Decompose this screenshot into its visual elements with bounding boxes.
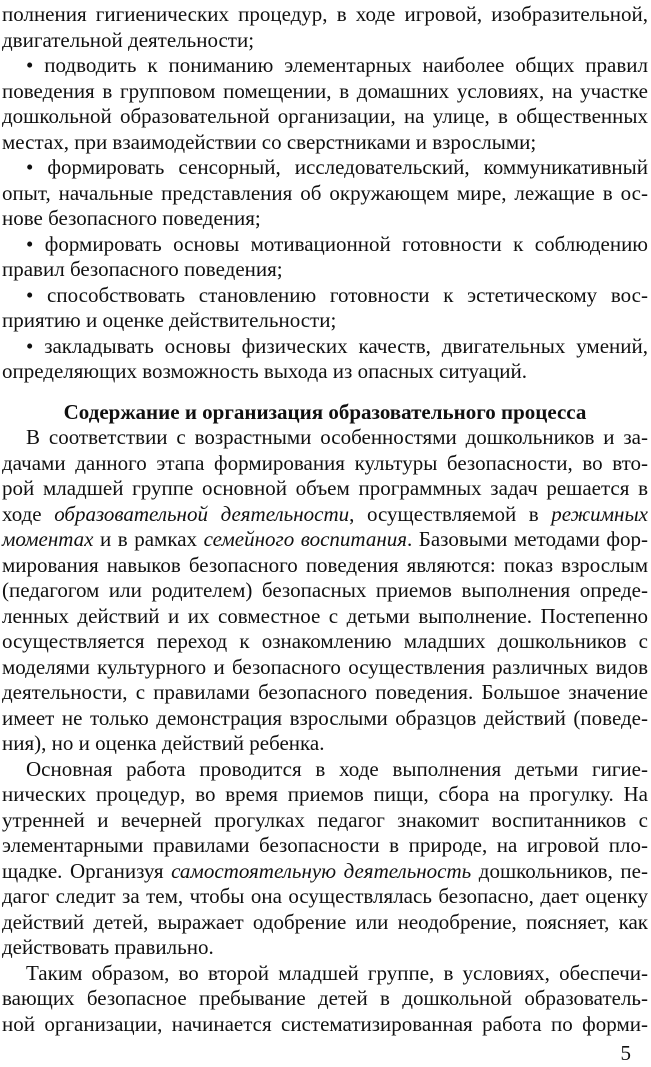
text-run: дагог следит за тем, чтобы она осуществлялась безопасно, дает оценку	[2, 884, 648, 908]
text-line	[2, 553, 648, 579]
text-run: поведения в групповом помещении, в домашних условиях, на участке	[2, 78, 648, 103]
text-run: утренней и вечерней прогулках педагог знакомит воспитанников с	[2, 807, 648, 832]
text-line	[2, 206, 648, 232]
text-run: опыт, начальные представления об окружающем мире, лежащие в ос-	[2, 180, 648, 205]
text-run: двигательной деятельности;	[2, 27, 255, 52]
text-run: полнения гигиенических процедур, в ходе игровой, изобразительной,	[2, 2, 648, 26]
text-run: правил безопасного поведения;	[2, 257, 283, 281]
text-line	[2, 833, 648, 859]
text-line	[2, 232, 648, 258]
text-run: ния), но и оценка действий ребенка.	[2, 731, 325, 755]
bullet-paragraph	[2, 283, 648, 334]
bullet-paragraph	[2, 232, 648, 283]
text-run: щадке. Организуя	[2, 858, 172, 883]
text-line	[2, 1012, 648, 1038]
text-line	[2, 130, 648, 156]
text-run: • формировать основы мотивационной готовности к соблюдению	[26, 231, 648, 256]
text-line	[2, 425, 648, 451]
text-line	[2, 910, 648, 936]
text-run: ленных действий и их совместное с детьми выполнение. Постепенно	[2, 603, 648, 628]
paragraph	[2, 961, 648, 1038]
text-line	[2, 731, 648, 757]
text-run: • закладывать основы физических качеств, двигательных умений,	[26, 333, 648, 358]
text-run: нове безопасного поведения;	[2, 206, 261, 230]
page-number: 5	[620, 1041, 631, 1065]
page-text	[2, 2, 648, 1037]
text-run: . Базовыми методами фор-	[407, 527, 648, 551]
text-run: дошкольников, пе-	[471, 858, 648, 883]
text-line	[2, 782, 648, 808]
text-line	[2, 859, 648, 885]
paragraph	[2, 2, 648, 53]
text-line	[2, 155, 648, 181]
text-run: имеет не только демонстрация взрослыми образцов действий (поведе-	[2, 705, 648, 730]
italic-text-run: семейного воспитания	[203, 527, 408, 551]
text-run: осуществляется переход к ознакомлению младших дошкольников с	[2, 629, 648, 653]
text-line	[2, 527, 648, 553]
text-run: Таким образом, во второй младшей группе, в условиях, обеспечи-	[26, 960, 648, 985]
text-run: нических процедур, во время приемов пищи, сбора на прогулку. На	[2, 782, 648, 806]
text-run: • формировать сенсорный, исследовательский, коммуникативный	[26, 155, 648, 179]
text-line	[2, 961, 648, 987]
text-run: , осуществляемой в	[349, 501, 552, 526]
text-line	[2, 706, 648, 732]
text-run: (педагогом или родителем) безопасных приемов выполнения опреде-	[2, 578, 648, 602]
text-run: Основная работа проводится в ходе выполнения детьми гигие-	[26, 756, 648, 781]
text-line	[2, 28, 648, 54]
text-run: В соответствии с возрастными особенностями дошкольников и за-	[26, 425, 648, 449]
text-line	[2, 808, 648, 834]
section-heading: Содержание и организация образовательного процесса	[63, 399, 587, 424]
italic-text-run: режимных	[551, 501, 648, 526]
text-run: деятельности, с правилами безопасного поведения. Большое значение	[2, 680, 648, 704]
text-line	[2, 181, 648, 207]
text-run: дачами данного этапа формирования культуры безопасности, во вто-	[2, 450, 648, 475]
text-run: ной организации, начинается систематизированная работа по форми-	[2, 1011, 648, 1036]
paragraph	[2, 425, 648, 757]
text-run: и в рамках	[93, 527, 204, 551]
text-run: ходе	[2, 501, 55, 526]
text-line	[2, 53, 648, 79]
text-run: • подводить к пониманию элементарных наиболее общих правил	[26, 53, 648, 77]
text-line	[2, 308, 648, 334]
italic-text-run: самостоятельную деятельность	[171, 858, 472, 883]
text-line	[2, 334, 648, 360]
text-line	[2, 502, 648, 528]
text-line	[2, 986, 648, 1012]
bullet-paragraph	[2, 155, 648, 232]
text-line	[2, 476, 648, 502]
text-run: моделями культурного и безопасного осуществления различных видов	[2, 654, 648, 679]
text-run: действий детей, выражает одобрение или неодобрение, поясняет, как	[2, 909, 648, 934]
text-line	[2, 935, 648, 961]
text-line	[2, 604, 648, 630]
text-line	[2, 680, 648, 706]
text-run: действовать правильно.	[2, 935, 214, 959]
text-line	[2, 283, 648, 309]
text-run: вающих безопасное пребывание детей в дошкольной образователь-	[2, 986, 648, 1010]
text-run: мирования навыков безопасного поведения являются: показ взрослым	[2, 552, 648, 577]
text-line	[2, 2, 648, 28]
text-line	[2, 757, 648, 783]
text-run: элементарными правилами безопасности в природе, на игровой пло-	[2, 833, 648, 857]
text-run: рой младшей группе основной объем программных задач решается в	[2, 476, 648, 500]
text-run: дошкольной образовательной организации, на улице, в общественных	[2, 104, 648, 128]
bullet-paragraph	[2, 53, 648, 155]
text-line	[2, 655, 648, 681]
italic-text-run: моментах	[2, 527, 94, 551]
bullet-paragraph	[2, 334, 648, 385]
text-line	[2, 884, 648, 910]
text-line	[2, 104, 648, 130]
text-line	[2, 359, 648, 385]
text-line	[2, 257, 648, 283]
italic-text-run: образовательной деятельности	[54, 501, 350, 526]
text-line	[2, 451, 648, 477]
text-run: • способствовать становлению готовности к эстетическому вос-	[26, 282, 648, 307]
text-line	[2, 578, 648, 604]
text-run: приятию и оценке действительности;	[2, 308, 337, 332]
paragraph	[2, 757, 648, 961]
text-run: местах, при взаимодействии со сверстниками и взрослыми;	[2, 129, 537, 154]
text-line	[2, 79, 648, 105]
text-run: определяющих возможность выхода из опасных ситуаций.	[2, 359, 528, 383]
text-line	[2, 629, 648, 655]
